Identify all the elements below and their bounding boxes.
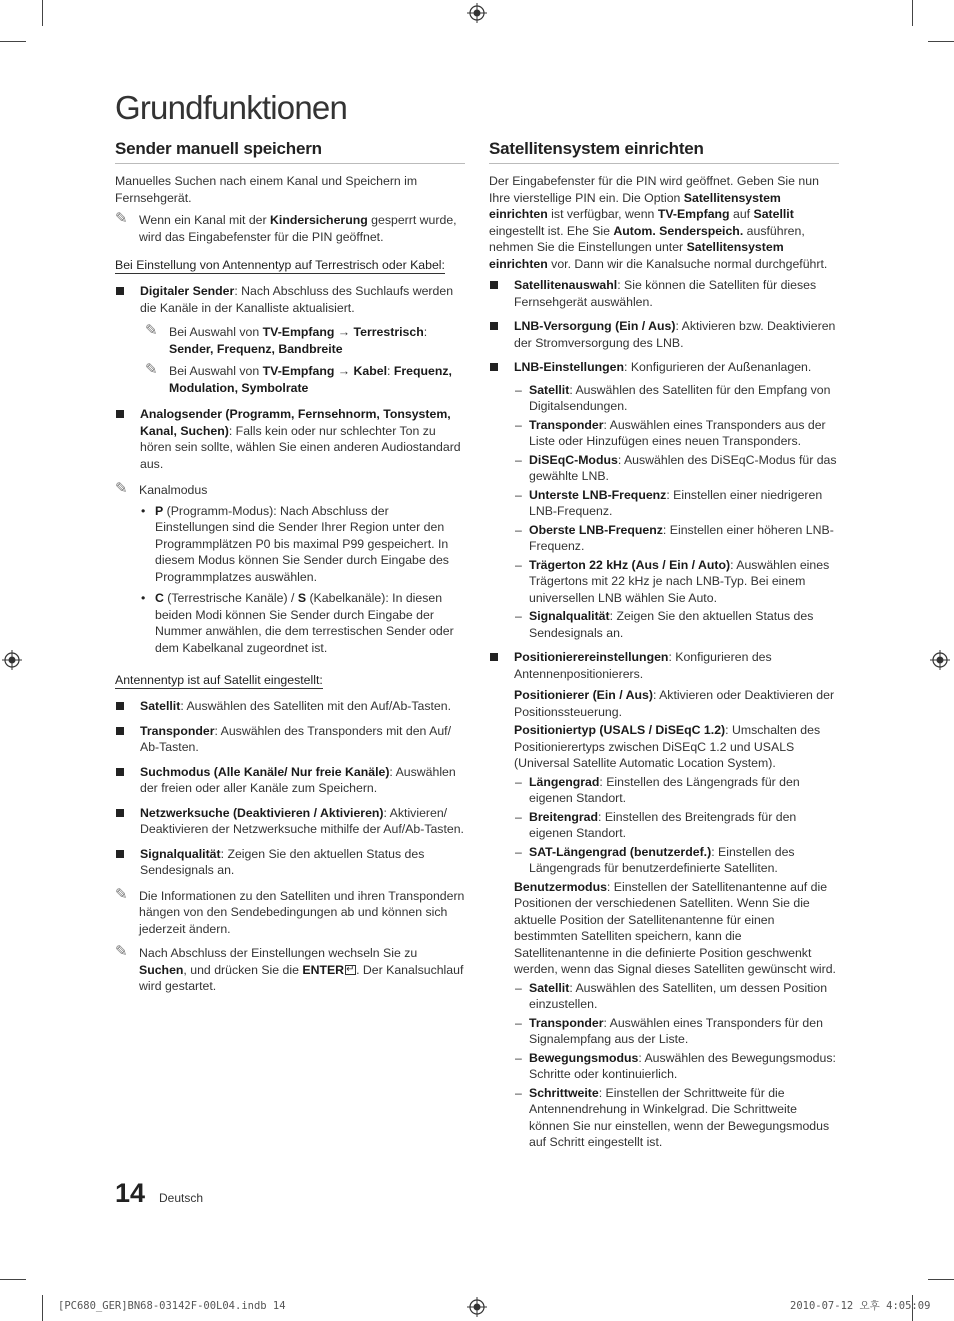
crop-mark xyxy=(928,41,954,42)
square-bullet-icon xyxy=(490,322,498,330)
list-item-signalqualitaet: Signalqualität: Zeigen Sie den aktuellen Status des Sendesignals an. xyxy=(115,846,465,879)
square-bullet-icon xyxy=(116,850,124,858)
square-bullet-icon xyxy=(490,653,498,661)
pencil-icon: ✎ xyxy=(115,943,128,960)
bullet-item-p: • P (Programm-Modus): Nach Abschluss der Einstellungen sind die Sender Ihrer Region unter den Programmplätzen P0 bis maximal P99 gespeichert. In diesem Modus können Sie Sender durch Eingabe des Programmplatzes auswählen. xyxy=(141,503,449,584)
list-item-satellit: Satellit: Auswählen des Satelliten mit den Auf/Ab-Tasten. xyxy=(115,698,465,715)
square-bullet-icon xyxy=(116,768,124,776)
dash-item-oberste-lnb: – Oberste LNB-Frequenz: Einstellen einer höheren LNB-Frequenz. xyxy=(515,522,834,553)
dash-item-breitengrad: – Breitengrad: Einstellen des Breitengrads für den eigenen Standort. xyxy=(515,809,797,840)
dash-item-user-transponder: – Transponder: Auswählen eines Transponders für den Signalempfang aus der Liste. xyxy=(515,1015,823,1046)
subhead-satellit: Antennentyp ist auf Satellit eingestellt: xyxy=(115,673,323,687)
footer-language: Deutsch xyxy=(159,1191,204,1205)
square-bullet-icon xyxy=(116,702,124,710)
print-date-info: 2010-07-12 오후 4:05:09 xyxy=(790,1300,931,1312)
bullet-dot-icon: • xyxy=(141,591,146,605)
note-kindersicherung: ✎ Wenn ein Kanal mit der Kindersicherung gesperrt wurde, wird das Eingabefenster für die PIN geöffnet. xyxy=(115,210,457,244)
left-column xyxy=(115,138,465,1001)
registration-mark-icon xyxy=(467,1297,487,1317)
dash-item-laengengrad: – Längengrad: Einstellen des Längengrads für den eigenen Standort. xyxy=(515,774,800,805)
list-item-analogsender: Analogsender (Programm, Fernsehnorm, Tonsystem, Kanal, Suchen): Falls kein oder nur schlechter Ton zu hören sein sollte, wählen Sie einen anderen Audiostandard aus. xyxy=(115,406,465,472)
pencil-icon: ✎ xyxy=(145,361,158,378)
dash-item-sat-laengengrad: – SAT-Längengrad (benutzerdef.): Einstellen des Längengrads für benutzerdefinierte Satelliten. xyxy=(515,844,795,875)
dash-item-diseqc-modus: – DiSEqC-Modus: Auswählen des DiSEqC-Modus für das gewählte LNB. xyxy=(515,452,837,483)
crop-mark xyxy=(928,1279,954,1280)
crop-mark xyxy=(42,1295,43,1321)
crop-mark xyxy=(912,0,913,26)
pencil-icon: ✎ xyxy=(145,322,158,339)
list-item-suchmodus: Suchmodus (Alle Kanäle/ Nur freie Kanäle): Auswählen der freien oder aller Kanäle zum Speichern. xyxy=(115,764,465,797)
dash-item-bewegungsmodus: – Bewegungsmodus: Auswählen des Bewegungsmodus: Schritte oder kontinuierlich. xyxy=(515,1050,836,1081)
list-item-transponder: Transponder: Auswählen des Transponders mit den Auf/ Ab-Tasten. xyxy=(115,723,465,756)
square-bullet-icon xyxy=(116,809,124,817)
square-bullet-icon xyxy=(116,287,124,295)
para-positioniertyp: Positioniertyp (USALS / DiSEqC 1.2): Umschalten des Positionierertyps zwischen DiSEqC 1.2 und USALS (Universal Satellite Automatic Location System). xyxy=(514,723,821,770)
section-heading-sender-manuell: Sender manuell speichern xyxy=(115,138,465,164)
note-kanalmodus: ✎ Kanalmodus xyxy=(115,480,208,497)
bullet-item-c: • C (Terrestrische Kanäle) / S (Kabelkanäle): In diesen beiden Modi können Sie Sender durch Eingabe der Nummer anwählen, die dem terrestischen Sender oder dem Kabelkanal zugeordnet ist. xyxy=(141,591,454,655)
para-benutzermodus: Benutzermodus: Einstellen der Satellitenantenne auf die Positionen der verschiedenen Satelliten. Wenn Sie die aktuelle Position der Satellitenantenne für einen bestimmten Satelliten speichern, kann die Satellitenantenne in die definierte Position geschwenkt werden, wenn das Signal dieses Satelliten gewünscht wird. xyxy=(514,879,836,976)
dash-item-lnb-transponder: – Transponder: Auswählen eines Transponders aus der Liste oder Hinzufügen eines neuen Transponders. xyxy=(515,417,826,448)
note-terrestrisch: ✎ Bei Auswahl von TV-Empfang → Terrestrisch: Sender, Frequenz, Bandbreite xyxy=(145,322,428,356)
enter-icon xyxy=(345,965,356,975)
dash-item-schrittweite: – Schrittweite: Einstellen der Schrittweite für die Antennendrehung in Winkelgrad. Die Schrittweite können Sie nur einstellen, wenn der Bewegungsmodus auf Schritt eingestellt ist. xyxy=(515,1085,830,1149)
crop-mark xyxy=(0,1279,26,1280)
section-heading-satellitensystem: Satellitensystem einrichten xyxy=(489,138,839,164)
intro-text: Manuelles Suchen nach einem Kanal und Speichern im Fernsehgerät. xyxy=(115,174,418,205)
subhead-terrestrisch-kabel: Bei Einstellung von Antennentyp auf Terrestrisch oder Kabel: xyxy=(115,258,445,272)
dash-item-lnb-signalqualitaet: – Signalqualität: Zeigen Sie den aktuellen Status des Sendesignals an. xyxy=(515,609,814,640)
dash-item-lnb-satellit: – Satellit: Auswählen des Satelliten für den Empfang von Digitalsendungen. xyxy=(515,382,831,413)
list-item-positionierer: Positionierereinstellungen: Konfigurieren des Antennenpositionierers. xyxy=(489,649,839,682)
registration-mark-icon xyxy=(467,3,487,23)
pencil-icon: ✎ xyxy=(115,210,128,227)
dash-item-unterste-lnb: – Unterste LNB-Frequenz: Einstellen einer niedrigeren LNB-Frequenz. xyxy=(515,487,823,518)
crop-mark xyxy=(42,0,43,26)
list-item-lnb-versorgung: LNB-Versorgung (Ein / Aus): Aktivieren bzw. Deaktivieren der Stromversorgung des LNB. xyxy=(489,318,839,351)
registration-mark-icon xyxy=(930,650,950,670)
print-file-info: [PC680_GER]BN68-03142F-00L04.indb 14 xyxy=(58,1300,286,1312)
dash-item-traegerton: – Trägerton 22 kHz (Aus / Ein / Auto): Auswählen eines Trägertons mit 22 kHz je nach LNB-Typ. Bei einem universellen LNB wählen Sie Auto. xyxy=(515,557,830,605)
square-bullet-icon xyxy=(490,281,498,289)
page-title: Grundfunktionen xyxy=(115,89,348,126)
pencil-icon: ✎ xyxy=(115,480,128,497)
list-item-satellitenauswahl: Satellitenauswahl: Sie können die Satelliten für dieses Fernsehgerät auswählen. xyxy=(489,277,839,310)
note-kabel: ✎ Bei Auswahl von TV-Empfang → Kabel: Frequenz, Modulation, Symbolrate xyxy=(145,361,452,395)
list-item-lnb-einstellungen: LNB-Einstellungen: Konfigurieren der Außenanlagen. xyxy=(489,359,839,376)
dash-item-user-satellit: – Satellit: Auswählen des Satelliten, um dessen Position einzustellen. xyxy=(515,980,828,1011)
page-number: 14 xyxy=(115,1178,146,1208)
right-column xyxy=(489,138,839,1153)
list-item-netzwerksuche: Netzwerksuche (Deaktivieren / Aktivieren): Aktivieren/ Deaktivieren der Netzwerksuche mithilfe der Auf/Ab-Tasten. xyxy=(115,805,465,838)
note-suchlauf-start: ✎ Nach Abschluss der Einstellungen wechseln Sie zu Suchen, und drücken Sie die ENTER↵ . Der Kanalsuchlauf wird gestartet. xyxy=(115,945,465,995)
crop-mark xyxy=(0,41,26,42)
intro-text: Der Eingabefenster für die PIN wird geöffnet. Geben Sie nun Ihre vierstellige PIN ein. Die Option Satellitensystem einrichten ist verfügbar, wenn TV-Empfang auf Satellit eingestellt ist. Ehe Sie Autom. Senderspeich. ausführen, nehmen Sie die Einstellungen unter Satellitensystem einrichten vor. Dann wir die Kanalsuche normal durchgeführt. xyxy=(489,174,828,271)
bullet-dot-icon: • xyxy=(141,503,146,518)
list-item-digitaler-sender: Digitaler Sender: Nach Abschluss des Suchlaufs werden die Kanäle in der Kanalliste aktualisiert. xyxy=(115,283,465,316)
square-bullet-icon xyxy=(490,363,498,371)
square-bullet-icon xyxy=(116,727,124,735)
para-positionierer-ein-aus: Positionierer (Ein / Aus): Aktivieren oder Deaktivieren der Positionssteuerung. xyxy=(514,688,835,719)
square-bullet-icon xyxy=(116,410,124,418)
note-satelliten-info: ✎ Die Informationen zu den Satelliten und ihren Transpondern hängen von den Sendebedingungen ab und können sich jederzeit ändern. xyxy=(115,885,465,936)
registration-mark-icon xyxy=(2,650,22,670)
pencil-icon: ✎ xyxy=(115,885,128,903)
